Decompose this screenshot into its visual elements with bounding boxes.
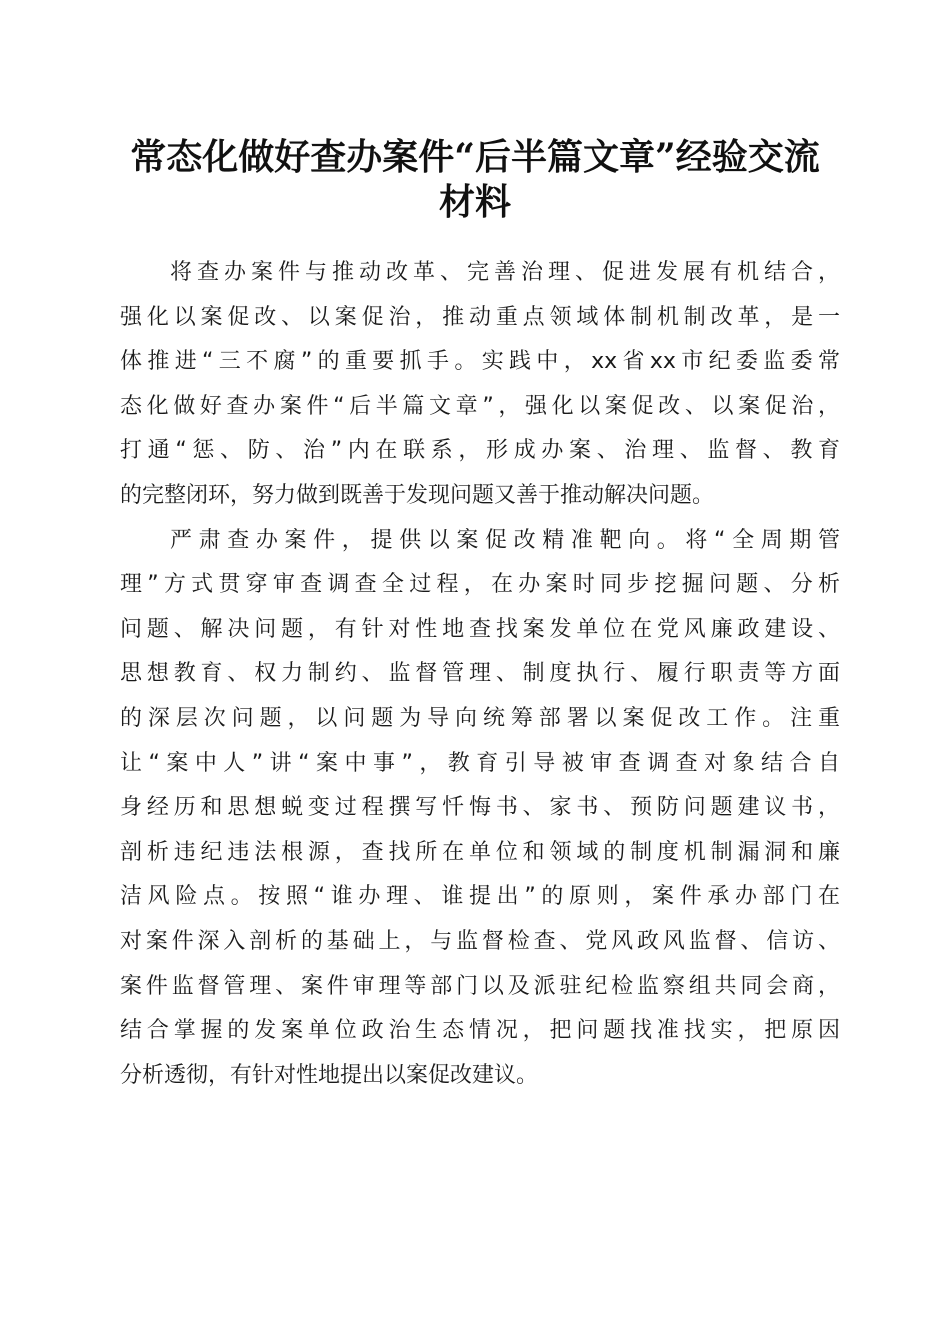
paragraph-line: 打通“惩、防、治”内在联系，形成办案、治理、监督、教育 — [120, 438, 840, 464]
paragraph-line: 问题、解决问题，有针对性地查找案发单位在党风廉政建设、 — [120, 616, 840, 642]
paragraph-line: 思想教育、权力制约、监督管理、制度执行、履行职责等方面 — [120, 661, 840, 687]
title-line-1: 常态化做好查办案件“后半篇文章”经验交流 — [130, 136, 820, 178]
paragraph-line: 身经历和思想蜕变过程撰写忏悔书、家书、预防问题建议书， — [120, 795, 840, 821]
paragraph-line: 案件监督管理、案件审理等部门以及派驻纪检监察组共同会商， — [120, 973, 840, 999]
title-line-2: 材料 — [438, 181, 511, 223]
paragraph-line: 结合掌握的发案单位政治生态情况，把问题找准找实，把原因 — [120, 1018, 840, 1044]
paragraph-line: 让“案中人”讲“案中事”，教育引导被审查调查对象结合自 — [120, 750, 840, 776]
paragraph-line: 洁风险点。按照“谁办理、谁提出”的原则，案件承办部门在 — [120, 884, 840, 910]
paragraph-line: 对案件深入剖析的基础上，与监督检查、党风政风监督、信访、 — [120, 928, 840, 954]
paragraph-line: 剖析违纪违法根源，查找所在单位和领域的制度机制漏洞和廉 — [120, 839, 840, 865]
paragraph-line: 的完整闭环，努力做到既善于发现问题又善于推动解决问题。 — [120, 482, 715, 508]
paragraph-1 — [120, 251, 840, 519]
paragraph-line: 的深层次问题，以问题为导向统筹部署以案促改工作。注重 — [120, 705, 840, 731]
paragraph-line: 严肃查办案件，提供以案促改精准靶向。将“全周期管 — [170, 527, 840, 553]
paragraph-line: 理”方式贯穿审查调查全过程，在办案时同步挖掘问题、分析 — [120, 572, 840, 598]
paragraph-line: 体推进“三不腐”的重要抓手。实践中，xx省xx市纪委监委常 — [120, 349, 840, 375]
paragraph-2 — [120, 519, 840, 1099]
paragraph-line: 态化做好查办案件“后半篇文章”，强化以案促改、以案促治， — [120, 393, 840, 419]
document-body — [120, 251, 840, 1098]
paragraph-line: 分析透彻，有针对性地提出以案促改建议。 — [120, 1062, 539, 1088]
document-title — [100, 135, 850, 225]
paragraph-line: 强化以案促改、以案促治，推动重点领域体制机制改革，是一 — [120, 304, 840, 330]
paragraph-line: 将查办案件与推动改革、完善治理、促进发展有机结合， — [170, 260, 840, 285]
